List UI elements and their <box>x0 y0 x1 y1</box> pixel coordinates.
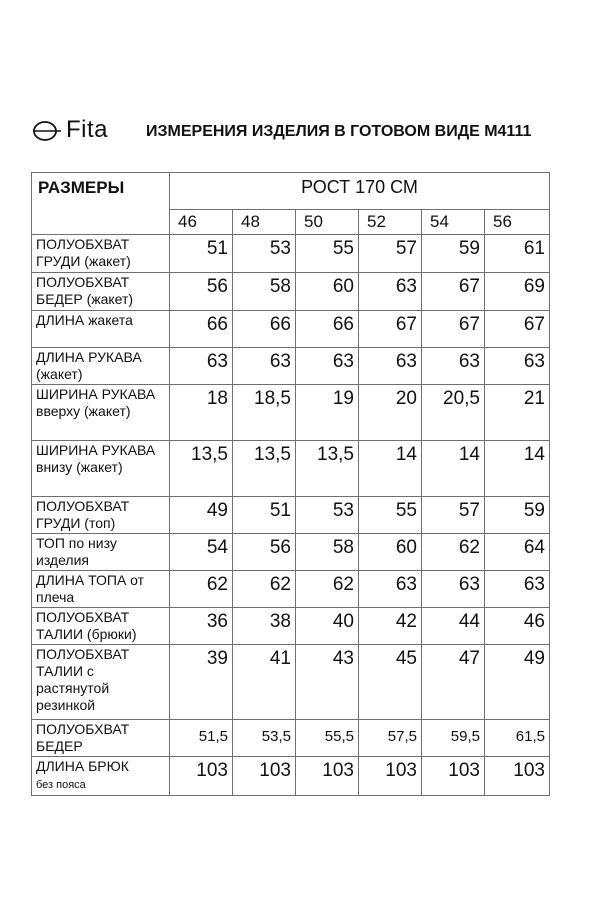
table-cell: 67 <box>359 311 422 348</box>
size-chart-table <box>31 172 550 796</box>
table-cell: 51,5 <box>170 720 233 757</box>
table-cell: 64 <box>485 534 550 571</box>
row-label <box>32 385 170 441</box>
row-label-text: ПОЛУОБХВАТ ТАЛИИ с растянутой резинкой <box>36 646 130 713</box>
table-row <box>32 534 550 571</box>
table-cell: 62 <box>233 571 296 608</box>
table-cell: 21 <box>485 385 550 441</box>
table-cell: 20,5 <box>422 385 485 441</box>
table-cell: 53 <box>296 497 359 534</box>
table-cell: 67 <box>485 311 550 348</box>
table-cell: 59,5 <box>422 720 485 757</box>
table-cell: 63 <box>296 348 359 385</box>
table-cell: 44 <box>422 608 485 645</box>
table-cell: 62 <box>422 534 485 571</box>
table-cell: 51 <box>170 235 233 273</box>
row-label <box>32 645 170 720</box>
row-label <box>32 348 170 385</box>
table-cell: 63 <box>233 348 296 385</box>
table-cell: 18,5 <box>233 385 296 441</box>
table-cell: 57 <box>422 497 485 534</box>
row-label <box>32 571 170 608</box>
table-cell: 14 <box>422 441 485 497</box>
table-cell: 59 <box>422 235 485 273</box>
table-cell: 103 <box>485 757 550 796</box>
table-cell: 63 <box>170 348 233 385</box>
size-header: 52 <box>359 210 422 235</box>
row-label-text: ДЛИНА ТОПА от плеча <box>36 572 145 605</box>
row-label-text: ПОЛУОБХВАТ ГРУДИ (топ) <box>36 498 130 531</box>
brand-logo <box>32 118 108 142</box>
table-cell: 61 <box>485 235 550 273</box>
table-cell: 58 <box>233 273 296 311</box>
table-cell: 67 <box>422 311 485 348</box>
table-cell: 51 <box>233 497 296 534</box>
table-row <box>32 645 550 720</box>
table-cell: 55 <box>296 235 359 273</box>
table-row <box>32 441 550 497</box>
row-label-text: ДЛИНА жакета <box>36 312 133 328</box>
row-label-text: ТОП по низу изделия <box>36 535 117 568</box>
table-cell: 14 <box>485 441 550 497</box>
table-cell: 46 <box>485 608 550 645</box>
table-cell: 43 <box>296 645 359 720</box>
table-cell: 59 <box>485 497 550 534</box>
table-row <box>32 235 550 273</box>
logo-text: Fita <box>66 116 109 143</box>
document-title: ИЗМЕРЕНИЯ ИЗДЕЛИЯ В ГОТОВОМ ВИДЕ М4111 <box>146 123 532 140</box>
table-cell: 55 <box>359 497 422 534</box>
table-cell: 38 <box>233 608 296 645</box>
row-label-text: ШИРИНА РУКАВА вверху (жакет) <box>36 386 156 419</box>
table-row <box>32 348 550 385</box>
fita-logo-icon <box>32 118 62 142</box>
table-cell: 53 <box>233 235 296 273</box>
table-cell: 66 <box>296 311 359 348</box>
table-cell: 67 <box>422 273 485 311</box>
table-cell: 63 <box>485 348 550 385</box>
header-row <box>32 173 550 210</box>
row-label <box>32 534 170 571</box>
table-cell: 39 <box>170 645 233 720</box>
table-row <box>32 311 550 348</box>
table-row <box>32 571 550 608</box>
table-cell: 57 <box>359 235 422 273</box>
row-label-text: ПОЛУОБХВАТ БЕДЕР (жакет) <box>36 274 134 307</box>
table-cell: 58 <box>296 534 359 571</box>
size-header: 54 <box>422 210 485 235</box>
row-label-text: ПОЛУОБХВАТ ТАЛИИ (брюки) <box>36 609 137 642</box>
table-cell: 41 <box>233 645 296 720</box>
table-cell: 20 <box>359 385 422 441</box>
table-row <box>32 497 550 534</box>
table-cell: 56 <box>233 534 296 571</box>
row-label <box>32 608 170 645</box>
table-cell: 62 <box>170 571 233 608</box>
table-row <box>32 720 550 757</box>
row-label-text: ДЛИНА БРЮК <box>36 758 129 774</box>
row-label-text: ПОЛУОБХВАТ БЕДЕР <box>36 721 130 754</box>
table-row <box>32 385 550 441</box>
table-row <box>32 608 550 645</box>
size-header: 56 <box>485 210 550 235</box>
table-cell: 40 <box>296 608 359 645</box>
table-cell: 42 <box>359 608 422 645</box>
table-cell: 103 <box>296 757 359 796</box>
table-cell: 103 <box>359 757 422 796</box>
size-header: 50 <box>296 210 359 235</box>
table-cell: 63 <box>422 348 485 385</box>
row-label-text: ДЛИНА РУКАВА (жакет) <box>36 349 142 382</box>
table-cell: 13,5 <box>296 441 359 497</box>
table-cell: 63 <box>485 571 550 608</box>
sizes-label: РАЗМЕРЫ <box>32 173 170 235</box>
row-label <box>32 235 170 273</box>
table-cell: 62 <box>296 571 359 608</box>
table-row <box>32 273 550 311</box>
size-header: 46 <box>170 210 233 235</box>
table-cell: 14 <box>359 441 422 497</box>
table-cell: 36 <box>170 608 233 645</box>
table-cell: 53,5 <box>233 720 296 757</box>
table-cell: 54 <box>170 534 233 571</box>
row-label-text: ПОЛУОБХВАТ ГРУДИ (жакет) <box>36 236 131 269</box>
row-label <box>32 273 170 311</box>
table-cell: 18 <box>170 385 233 441</box>
table-cell: 45 <box>359 645 422 720</box>
row-label-text: ШИРИНА РУКАВА внизу (жакет) <box>36 442 156 475</box>
table-cell: 13,5 <box>170 441 233 497</box>
table-cell: 13,5 <box>233 441 296 497</box>
row-label <box>32 311 170 348</box>
table-cell: 66 <box>233 311 296 348</box>
document-header <box>32 118 572 158</box>
table-row <box>32 757 550 796</box>
table-cell: 103 <box>422 757 485 796</box>
table-cell: 63 <box>359 348 422 385</box>
table-cell: 47 <box>422 645 485 720</box>
table-cell: 66 <box>170 311 233 348</box>
row-label <box>32 720 170 757</box>
table-cell: 63 <box>422 571 485 608</box>
table-cell: 49 <box>170 497 233 534</box>
growth-label: РОСТ 170 СМ <box>170 173 550 210</box>
table-cell: 49 <box>485 645 550 720</box>
table-cell: 103 <box>170 757 233 796</box>
table-cell: 60 <box>296 273 359 311</box>
table-cell: 55,5 <box>296 720 359 757</box>
row-label <box>32 497 170 534</box>
table-cell: 60 <box>359 534 422 571</box>
table-cell: 63 <box>359 571 422 608</box>
table-cell: 69 <box>485 273 550 311</box>
size-header: 48 <box>233 210 296 235</box>
table-cell: 57,5 <box>359 720 422 757</box>
table-cell: 103 <box>233 757 296 796</box>
table-cell: 63 <box>359 273 422 311</box>
row-label <box>32 441 170 497</box>
table-cell: 61,5 <box>485 720 550 757</box>
row-sublabel: без пояса <box>36 779 86 791</box>
row-label <box>32 757 170 796</box>
table-cell: 56 <box>170 273 233 311</box>
table-cell: 19 <box>296 385 359 441</box>
